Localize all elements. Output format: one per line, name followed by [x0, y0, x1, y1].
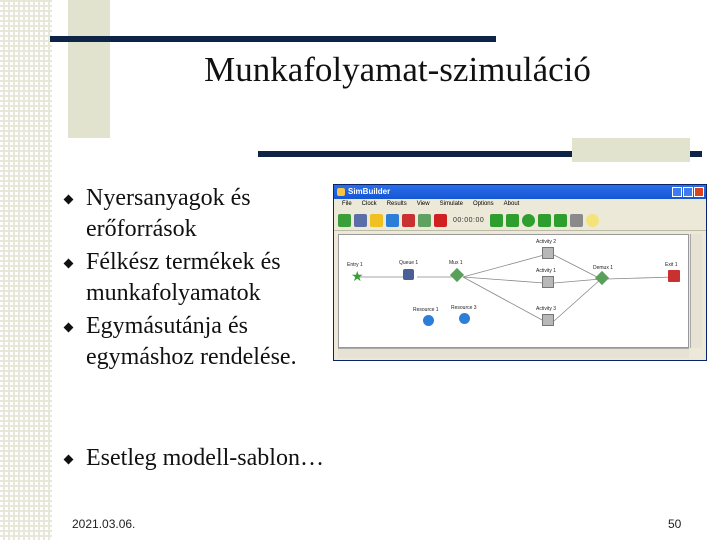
corner-decor-block	[572, 138, 690, 162]
bullet-list-late	[62, 443, 562, 476]
vertical-scrollbar[interactable]	[690, 234, 702, 348]
mux-tool-icon[interactable]	[418, 214, 431, 227]
menu-options[interactable]: Options	[472, 201, 494, 207]
menu-simulate[interactable]: Simulate	[439, 201, 463, 207]
activity-tool-icon[interactable]	[370, 214, 383, 227]
record-icon[interactable]	[522, 214, 535, 227]
activity-icon[interactable]	[542, 314, 554, 326]
diamond-bullet-icon	[64, 259, 74, 269]
window-title: SimBuilder	[348, 187, 391, 196]
bullet-item	[62, 311, 332, 373]
app-icon	[337, 188, 345, 196]
exit-label: Exit 1	[665, 262, 678, 268]
diamond-bullet-icon	[64, 455, 74, 465]
demux-label: Demux 1	[593, 265, 614, 271]
menu-clock[interactable]: Clock	[361, 201, 377, 207]
exit-tool-icon[interactable]	[402, 214, 415, 227]
resource1-label: Resource 1	[413, 307, 439, 313]
lightbulb-icon[interactable]	[586, 214, 599, 227]
bullet-line: munkafolyamatok	[86, 280, 261, 306]
model-links	[339, 235, 688, 347]
bullet-line: Félkész termékek és	[86, 249, 281, 275]
resource-tool-icon[interactable]	[386, 214, 399, 227]
bullet-line: Egymásutánja és	[86, 313, 248, 339]
maximize-button[interactable]	[683, 187, 693, 197]
bullet-list	[62, 183, 332, 375]
bullet-item	[62, 443, 562, 474]
activity-icon[interactable]	[542, 247, 554, 259]
diamond-bullet-icon	[64, 195, 74, 205]
activity1-label: Activity 1	[536, 268, 557, 274]
title-rule-top	[50, 36, 496, 42]
play-icon[interactable]	[538, 214, 551, 227]
bullet-line: Esetleg modell-sablon…	[86, 445, 324, 471]
menu-about[interactable]: About	[503, 201, 520, 207]
menu-view[interactable]: View	[416, 201, 430, 207]
activity3-label: Activity 3	[536, 306, 557, 312]
queue-label: Queue 1	[399, 260, 419, 266]
stop-icon[interactable]	[554, 214, 567, 227]
menu-results[interactable]: Results	[386, 201, 407, 207]
simbuilder-window	[333, 184, 707, 361]
slide-title: Munkafolyamat-szimuláció	[204, 50, 591, 89]
queue-icon[interactable]	[403, 269, 414, 280]
entry-label: Entry 1	[347, 262, 363, 268]
tools-icon[interactable]	[570, 214, 583, 227]
bullet-line: Nyersanyagok és	[86, 185, 251, 211]
bullet-line: egymáshoz rendelése.	[86, 344, 297, 370]
link-tool-icon[interactable]	[434, 214, 447, 227]
step-forward-icon[interactable]	[506, 214, 519, 227]
step-back-icon[interactable]	[490, 214, 503, 227]
star-icon[interactable]: ★	[351, 268, 364, 284]
footer-date: 2021.03.06.	[72, 517, 136, 531]
menu-bar	[334, 199, 706, 210]
bullet-item	[62, 247, 332, 309]
activity2-label: Activity 2	[536, 239, 557, 245]
horizontal-scrollbar[interactable]	[338, 348, 689, 358]
queue-tool-icon[interactable]	[354, 214, 367, 227]
exit-icon[interactable]	[668, 270, 680, 282]
entry-tool-icon[interactable]	[338, 214, 351, 227]
window-controls	[672, 187, 704, 197]
minimize-button[interactable]	[672, 187, 682, 197]
simulation-clock: 00:00:00	[453, 216, 485, 224]
activity-icon[interactable]	[542, 276, 554, 288]
bullet-line: erőforrások	[86, 216, 197, 242]
resource-gear-icon[interactable]	[423, 315, 434, 326]
toolbar	[334, 210, 706, 231]
bullet-item	[62, 183, 332, 245]
window-titlebar[interactable]	[334, 185, 706, 199]
model-canvas[interactable]	[338, 234, 689, 348]
mux-label: Mux 1	[449, 260, 463, 266]
diamond-bullet-icon	[64, 323, 74, 333]
page-number: 50	[668, 517, 682, 531]
resource-gear-icon[interactable]	[459, 313, 470, 324]
menu-file[interactable]: File	[342, 201, 352, 207]
close-button[interactable]	[694, 187, 704, 197]
resource3-label: Resource 3	[451, 305, 477, 311]
